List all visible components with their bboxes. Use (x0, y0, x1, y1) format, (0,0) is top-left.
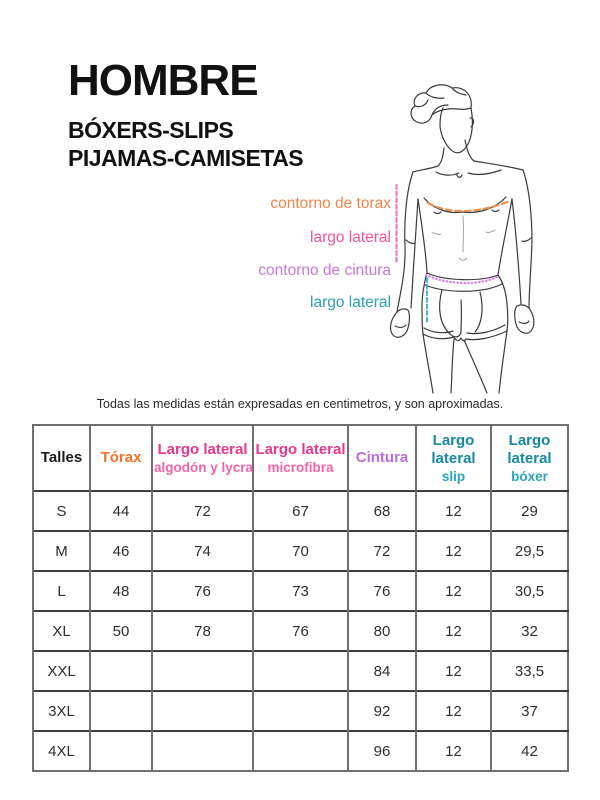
table-cell (152, 731, 253, 771)
table-row-l (33, 571, 568, 611)
table-cell: 68 (348, 491, 416, 531)
page-title: HOMBRE (68, 56, 258, 105)
table-cell: 12 (416, 491, 491, 531)
table-cell: 80 (348, 611, 416, 651)
table-row-4xl (33, 731, 568, 771)
header-cintura: Cintura (348, 425, 416, 491)
table-header-row (33, 425, 568, 491)
table-cell: 92 (348, 691, 416, 731)
table-cell: 44 (90, 491, 152, 531)
table-row-m (33, 531, 568, 571)
table-cell (253, 691, 348, 731)
subtitle-line-2: PIJAMAS-CAMISETAS (68, 145, 304, 171)
body-outline (390, 85, 533, 393)
table-cell: 12 (416, 651, 491, 691)
subtitle-line-1: BÓXERS-SLIPS (68, 117, 234, 143)
table-cell: 96 (348, 731, 416, 771)
label-largo-lateral-teal: largo lateral (310, 294, 391, 311)
table-cell (90, 731, 152, 771)
label-contorno-de-cintura: contorno de cintura (258, 262, 391, 279)
headline-block (68, 58, 303, 172)
table-cell: 76 (152, 571, 253, 611)
measurement-lines (397, 185, 511, 323)
table-cell: 84 (348, 651, 416, 691)
table-cell: 30,5 (491, 571, 568, 611)
table-cell (253, 651, 348, 691)
table-cell: 74 (152, 531, 253, 571)
table-cell: 76 (348, 571, 416, 611)
header-largo-lateral-algodon: Largo lateral algodón y lycra (152, 425, 253, 491)
table-cell: 50 (90, 611, 152, 651)
table-cell: 12 (416, 611, 491, 651)
table-cell (152, 651, 253, 691)
table-cell: 3XL (33, 691, 90, 731)
table-row-xxl (33, 651, 568, 691)
table-cell: XL (33, 611, 90, 651)
table-cell: 70 (253, 531, 348, 571)
header-largo-lateral-microfibra: Largo lateral microfibra (253, 425, 348, 491)
body-detail-lines (432, 216, 495, 260)
header-largo-lateral-boxer: Largo lateral bóxer (491, 425, 568, 491)
table-cell (90, 691, 152, 731)
table-row-xl (33, 611, 568, 651)
header-torax: Tórax (90, 425, 152, 491)
table-cell: 72 (348, 531, 416, 571)
label-contorno-de-torax: contorno de torax (270, 195, 391, 212)
table-cell (152, 691, 253, 731)
table-cell: 42 (491, 731, 568, 771)
table-cell: S (33, 491, 90, 531)
table-cell: L (33, 571, 90, 611)
table-cell: 29 (491, 491, 568, 531)
table-cell: 12 (416, 731, 491, 771)
table-cell: 12 (416, 691, 491, 731)
table-cell: 37 (491, 691, 568, 731)
table-cell: 4XL (33, 731, 90, 771)
header-talles: Talles (33, 425, 90, 491)
male-figure-illustration (380, 82, 600, 402)
table-cell: 32 (491, 611, 568, 651)
table-cell: XXL (33, 651, 90, 691)
table-cell: 67 (253, 491, 348, 531)
table-cell: 76 (253, 611, 348, 651)
header-largo-lateral-slip: Largo lateral slip (416, 425, 491, 491)
page-subtitle (68, 116, 303, 172)
table-cell: M (33, 531, 90, 571)
table-cell: 12 (416, 571, 491, 611)
table-cell: 72 (152, 491, 253, 531)
table-cell (253, 731, 348, 771)
table-cell: 78 (152, 611, 253, 651)
table-cell: 46 (90, 531, 152, 571)
table-cell: 12 (416, 531, 491, 571)
table-row-s (33, 491, 568, 531)
table-cell: 73 (253, 571, 348, 611)
label-largo-lateral-pink: largo lateral (310, 229, 391, 246)
table-cell (90, 651, 152, 691)
size-table (32, 424, 569, 772)
table-row-3xl (33, 691, 568, 731)
table-cell: 48 (90, 571, 152, 611)
table-cell: 33,5 (491, 651, 568, 691)
measurements-note: Todas las medidas están expresadas en centimetros, y son aproximadas. (96, 397, 504, 411)
table-cell: 29,5 (491, 531, 568, 571)
